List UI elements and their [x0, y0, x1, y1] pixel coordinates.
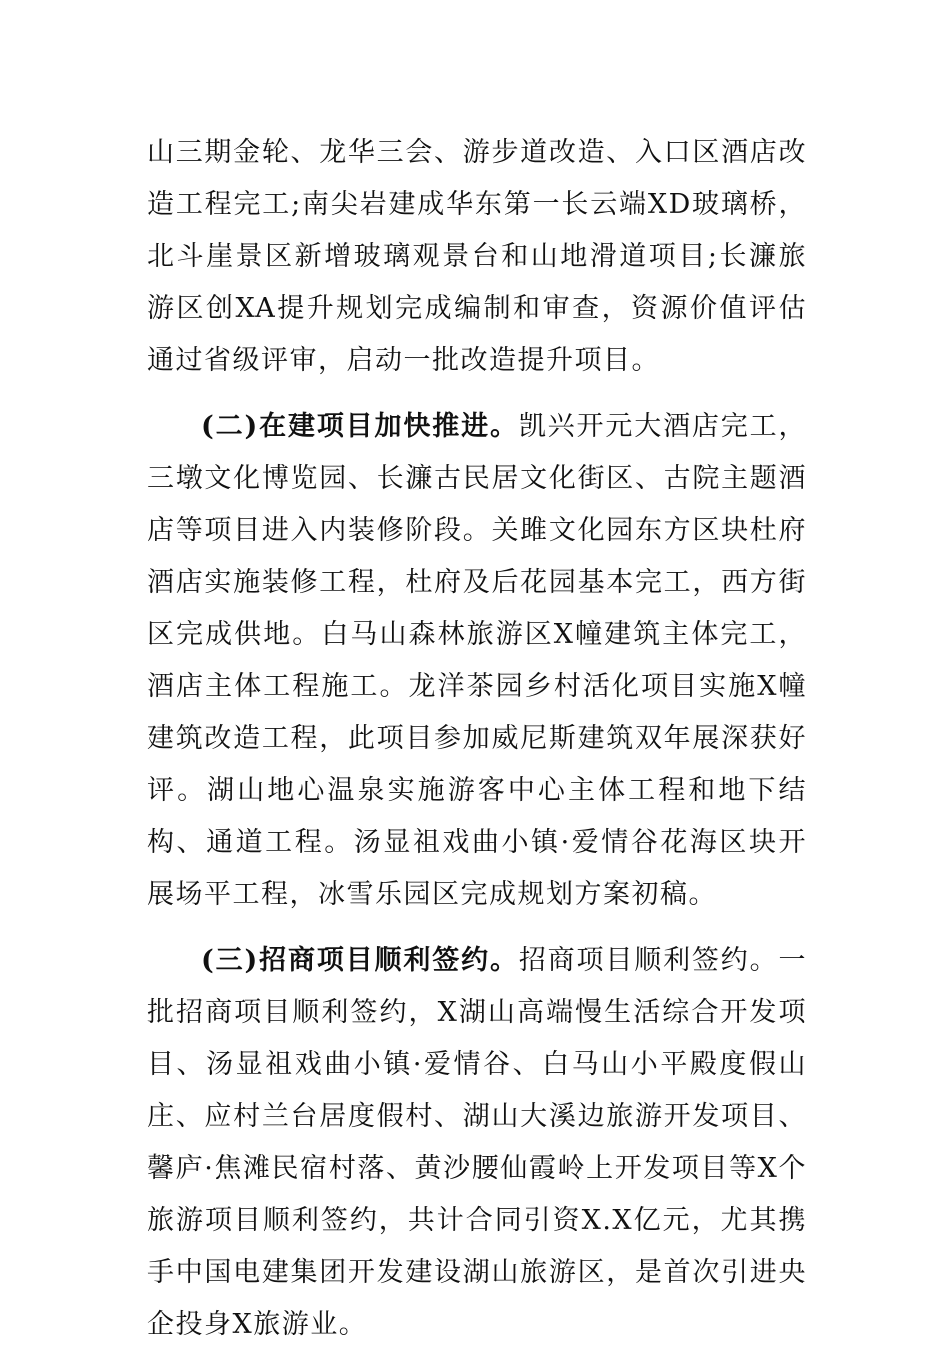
paragraph-3-text: 招商项目顺利签约。一批招商项目顺利签约，X湖山高端慢生活综合开发项目、汤显祖戏曲小镇·爱情谷、白马山小平殿度假山庄、应村兰台居度假村、湖山大溪边旅游开发项目、馨庐·焦滩民宿村落、黄沙腰仙霞岭上开发项目等X个旅游项目顺利签约，共计合同引资X.X亿元，尤其携手中国电建集团开发建设湖山旅游区，是首次引进央企投身X旅游业。 [147, 945, 807, 1340]
paragraph-3-heading: (三)招商项目顺利签约。 [201, 945, 519, 976]
paragraph-2-heading: (二)在建项目加快推进。 [201, 411, 519, 442]
paragraph-2-text: 凯兴开元大酒店完工，三墩文化博览园、长濂古民居文化街区、古院主题酒店等项目进入内装修阶段。关雎文化园东方区块杜府酒店实施装修工程，杜府及后花园基本完工，西方街区完成供地。白马山森林旅游区X幢建筑主体完工，酒店主体工程施工。龙洋茶园乡村活化项目实施X幢建筑改造工程，此项目参加威尼斯建筑双年展深获好评。湖山地心温泉实施游客中心主体工程和地下结构、通道工程。汤显祖戏曲小镇·爱情谷花海区块开展场平工程，冰雪乐园区完成规划方案初稿。 [147, 411, 807, 910]
paragraph-1-text: 山三期金轮、龙华三会、游步道改造、入口区酒店改造工程完工;南尖岩建成华东第一长云端XD玻璃桥，北斗崖景区新增玻璃观景台和山地滑道项目;长濂旅游区创XA提升规划完成编制和审查，资源价值评估通过省级评审，启动一批改造提升项目。 [147, 137, 807, 376]
paragraph-2 [147, 401, 807, 921]
document-body [147, 127, 807, 1351]
paragraph-3 [147, 935, 807, 1351]
paragraph-1 [147, 127, 807, 387]
